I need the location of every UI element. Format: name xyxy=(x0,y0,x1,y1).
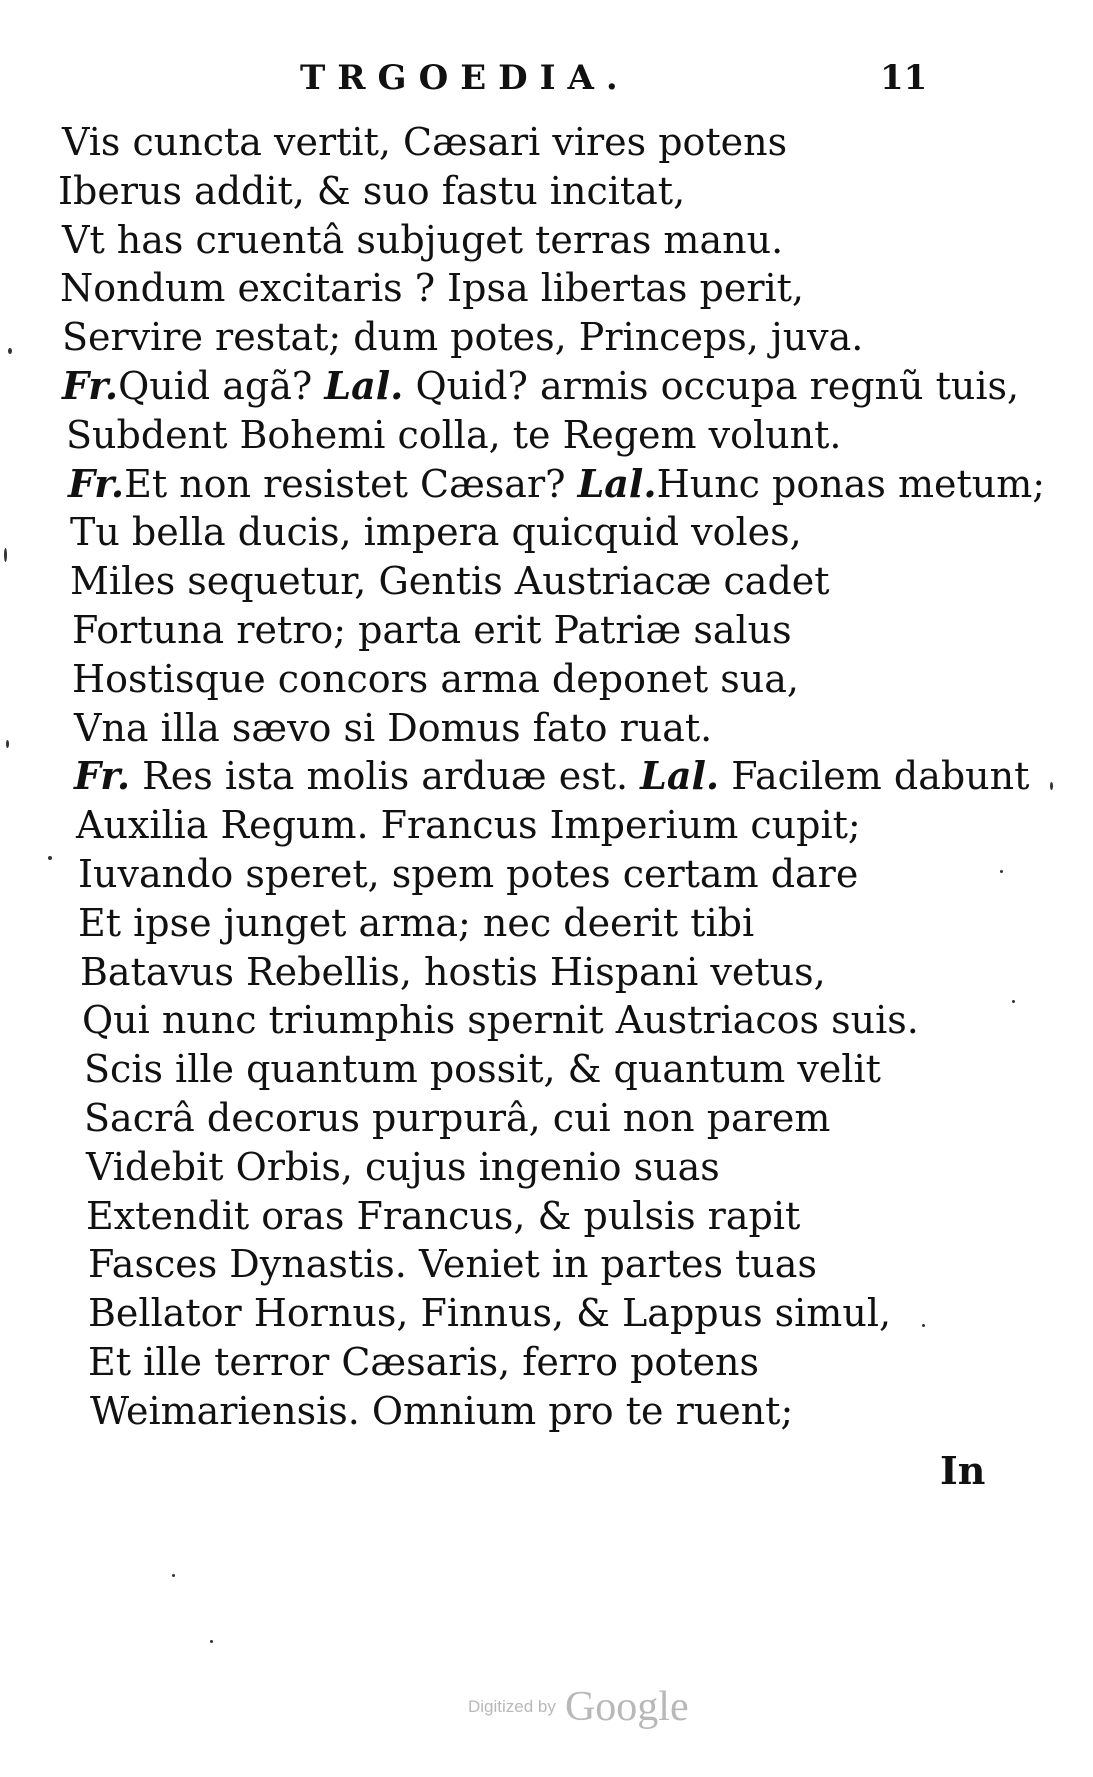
verse-line xyxy=(58,1240,1045,1289)
verse-line xyxy=(58,557,1045,606)
speaker-tag: Fr. xyxy=(68,460,125,506)
verse-line xyxy=(58,704,1045,753)
verse-text: Et ille terror Cæsaris, ferro potens xyxy=(88,1339,760,1384)
verse-text: Auxilia Regum. Francus Imperium cupit; xyxy=(76,803,861,848)
ink-speck xyxy=(172,1574,175,1577)
verse-text: Quid agã? xyxy=(118,363,325,408)
digitized-watermark xyxy=(468,1683,689,1731)
ink-speck xyxy=(1000,870,1003,873)
verse-text: Extendit oras Francus, & pulsis rapit xyxy=(86,1193,801,1238)
verse-text: Fortuna retro; parta erit Patriæ salus xyxy=(72,607,792,652)
verse-text: Videbit Orbis, cujus ingenio suas xyxy=(86,1144,720,1189)
speaker-tag: Fr. xyxy=(62,362,119,408)
verse-text: Vt has cruentâ subjuget terras manu. xyxy=(62,217,784,262)
verse-text: Servire restat; dum potes, Princeps, juva. xyxy=(62,315,864,360)
verse-text: Iuvando speret, spem potes certam dare xyxy=(78,851,859,896)
verse-line xyxy=(58,264,1045,313)
verse-line xyxy=(58,1387,1045,1436)
verse-text: Res ista molis arduæ est. xyxy=(130,754,641,799)
catchword: In xyxy=(940,1448,986,1493)
watermark-brand: Google xyxy=(564,1684,689,1730)
verse-line xyxy=(58,850,1045,899)
speaker-tag: Fr. xyxy=(74,753,131,799)
verse-line xyxy=(58,1143,1045,1192)
verse-line xyxy=(58,948,1045,997)
verse-line xyxy=(58,118,1045,167)
verse-text: Iberus addit, & suo fastu incitat, xyxy=(58,168,686,213)
ink-speck xyxy=(1050,782,1053,790)
running-title: TRGOEDIA. xyxy=(300,58,630,98)
verse-line xyxy=(58,1094,1045,1143)
verse-line xyxy=(58,1289,1045,1338)
verse-text: Hunc ponas metum; xyxy=(656,461,1046,506)
watermark-prefix: Digitized by xyxy=(468,1697,556,1716)
verse-line xyxy=(58,1338,1045,1387)
ink-speck xyxy=(6,740,9,748)
ink-speck xyxy=(922,1324,925,1327)
verse-line xyxy=(58,655,1045,704)
verse-text: Scis ille quantum possit, & quantum velit xyxy=(84,1047,881,1092)
ink-speck xyxy=(210,1640,213,1643)
speaker-tag: Lal. xyxy=(640,753,720,799)
verse-text: Batavus Rebellis, hostis Hispani vetus, xyxy=(80,949,826,994)
verse-line xyxy=(58,996,1045,1045)
verse-line xyxy=(58,313,1045,362)
verse-line xyxy=(58,167,1045,216)
verse-text: Nondum excitaris ? Ipsa libertas perit, xyxy=(60,266,804,311)
verse-line xyxy=(58,508,1045,557)
verse-text: Weimariensis. Omnium pro te ruent; xyxy=(90,1388,794,1433)
verse-text: Sacrâ decorus purpurâ, cui non parem xyxy=(84,1095,831,1140)
verse-text: Hostisque concors arma deponet sua, xyxy=(72,656,799,701)
verse-text: Tu bella ducis, impera quicquid voles, xyxy=(70,510,802,555)
verse-text: Fasces Dynastis. Veniet in partes tuas xyxy=(88,1242,817,1287)
verse-text: Quid? armis occupa regnũ tuis, xyxy=(403,363,1020,408)
speaker-tag: Lal. xyxy=(324,362,404,408)
verse-line xyxy=(58,899,1045,948)
page-number: 11 xyxy=(880,58,928,98)
verse-text: Qui nunc triumphis spernit Austriacos suis. xyxy=(82,998,919,1043)
verse-line xyxy=(58,1192,1045,1241)
ink-speck xyxy=(48,856,52,860)
verse-text: Vna illa sævo si Domus fato ruat. xyxy=(74,705,713,750)
verse-line xyxy=(58,216,1045,265)
ink-speck xyxy=(4,548,7,562)
verse-text: Vis cuncta vertit, Cæsari vires potens xyxy=(62,120,788,164)
verse-line xyxy=(58,362,1045,411)
ink-speck xyxy=(8,348,12,354)
verse-line xyxy=(58,411,1045,460)
verse-line xyxy=(58,1045,1045,1094)
verse-text: Et non resistet Cæsar? xyxy=(124,461,578,506)
verse-text: Bellator Hornus, Finnus, & Lappus simul, xyxy=(88,1291,892,1336)
verse-text: Subdent Bohemi colla, te Regem volunt. xyxy=(66,412,842,457)
ink-speck xyxy=(1012,1000,1015,1003)
verse-block xyxy=(58,118,1045,1436)
verse-line xyxy=(58,606,1045,655)
verse-text: Et ipse junget arma; nec deerit tibi xyxy=(78,900,755,945)
verse-text: Miles sequetur, Gentis Austriacæ cadet xyxy=(70,559,830,604)
verse-line xyxy=(58,460,1045,509)
verse-text: Facilem dabunt xyxy=(719,754,1030,799)
verse-line xyxy=(58,801,1045,850)
verse-line xyxy=(58,752,1045,801)
speaker-tag: Lal. xyxy=(577,460,657,506)
